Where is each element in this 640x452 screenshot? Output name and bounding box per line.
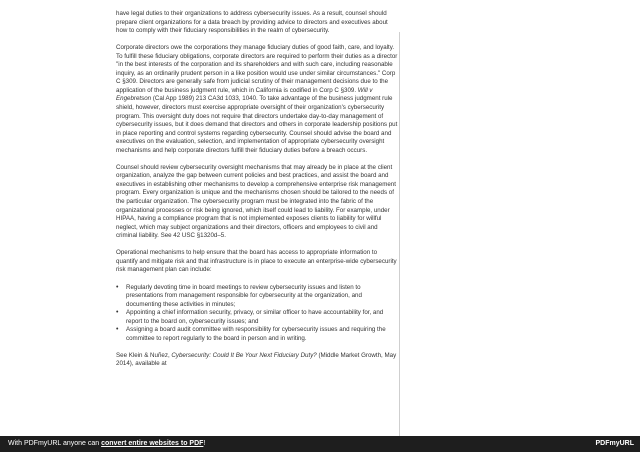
column-divider: [399, 32, 400, 436]
pdfmyurl-logo[interactable]: PDFmyURL: [595, 440, 634, 447]
case-citation: Will v Engebretson: [116, 86, 373, 103]
paragraph-legal-duties: have legal duties to their organizations to address cybersecurity issues. As a result, counsel should prepare client organizations for a data breach by providing advice to directors and executives about how to comply with their fiduciary responsibilities in the realm of cybersecurity.: [116, 10, 388, 35]
list-item: [116, 326, 398, 343]
paragraph-reference: [116, 352, 398, 369]
paragraph-review-mechanisms: Counsel should review cybersecurity oversight mechanisms that may already be in place at the client organization, analyze the gap between current policies and best practices, and assist the board and executives in establishing other mechanisms to develop a comprehensive enterprise risk management program. Every organization is unique and the mechanisms chosen should be tailored to the needs of the particular organization. The cybersecurity program must be integrated into the fabric of the organizational processes or risk being ignored, which itself could lead to liability. For example, under HIPAA, having a compliance program that is not implemented exposes clients to liability for willful neglect, which may subject organizations and their directors, officers and employees to civil and criminal liability. See 42 USC §1320d–5.: [116, 163, 396, 240]
list-item-text: Appointing a chief information security, privacy, or similar officer to have accountability for, and report to the board on, cybersecurity issues; and: [126, 309, 384, 325]
paragraph-fiduciary-duties: [116, 44, 398, 155]
convert-websites-link[interactable]: convert entire websites to PDF: [101, 440, 204, 447]
list-item: [116, 284, 398, 310]
paragraph-text: (Middle Market Growth, May 2014), available at: [116, 351, 397, 368]
footer-suffix: !: [203, 440, 206, 447]
pdfmyurl-footer-bar: [0, 436, 640, 452]
article-column: [116, 10, 398, 378]
paragraph-text: See Klein & Nuñez,: [116, 351, 172, 359]
paragraph-text: Corporate directors owe the corporations they manage fiduciary duties of good faith, care, and loyalty. To fulfill these fiduciary obligations, corporate directors are required to perform their duties as a director "in the best interests of the corporation and its shareholders and with such care, including reasonable inquiry, as an ordinarily prudent person in a like position would use under similar circumstances." Corp C §309. Directors are generally safe from judicial scrutiny of their management decisions due to the application of the business judgment rule, which in California is codified in Corp C §309.: [116, 44, 398, 94]
list-item-text: Assigning a board audit committee with responsibility for cybersecurity issues and requiring the committee to report regularly to the board in person and in writing.: [126, 326, 386, 342]
paragraph-text: (Cal App 1989) 213 CA3d 1033, 1040. To take advantage of the business judgment rule shield, however, directors must exercise appropriate oversight of their organization's cybersecurity program. This oversight duty does not require that directors undertake day-to-day management of cybersecurity issues, but it does demand that directors and others in corporate leadership positions put in place reporting and control systems regarding cybersecurity. Counsel should advise the board and executives on the evaluation, selection, and implementation of appropriate cybersecurity oversight mechanisms and help corporate directors fulfill their fiduciary duties before a breach occurs.: [116, 95, 398, 154]
bullet-icon: •: [116, 283, 119, 291]
footer-prefix: With PDFmyURL anyone can: [8, 440, 102, 447]
list-item-text: Regularly devoting time in board meetings to review cybersecurity issues and listen to presentations from management responsible for cybersecurity at the organization, and documenting these activities in minutes;: [126, 283, 362, 308]
list-item: [116, 309, 398, 326]
article-title-citation: Cybersecurity: Could It Be Your Next Fiduciary Duty?: [171, 351, 317, 359]
footer-text: [8, 436, 205, 452]
mechanisms-list: [116, 284, 398, 344]
bullet-icon: •: [116, 309, 119, 317]
paragraph-operational-mechanisms: Operational mechanisms to help ensure that the board has access to appropriate information to quantify and mitigate risk and that infrastructure is in place to execute an enterprise-wide cybersecurity risk management plan can include:: [116, 249, 397, 274]
bullet-icon: •: [116, 326, 119, 334]
